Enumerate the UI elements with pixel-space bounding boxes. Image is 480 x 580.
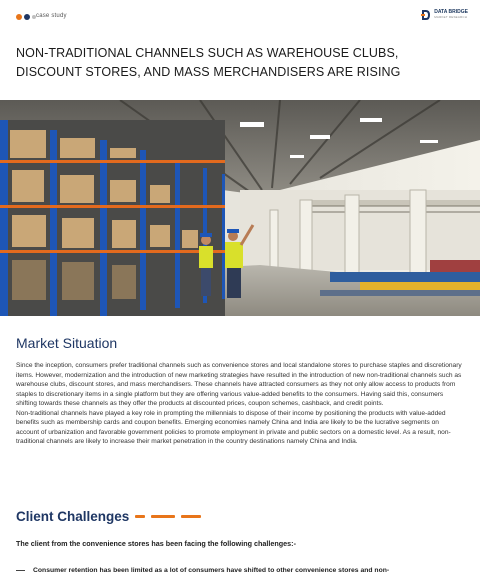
company-logo (421, 9, 468, 21)
accent-dash (151, 515, 175, 518)
client-challenges-header (16, 509, 201, 524)
challenges-list (16, 566, 462, 576)
client-challenges-title: Client Challenges (16, 509, 130, 524)
logo-name: DATA BRIDGE (434, 8, 468, 15)
market-situation-paragraph: Since the inception, consumers prefer traditional channels such as convenience stores and local standalone stores to purchase staples and discretionary items. However, modernization and the introduction of new marketing strategies have resulted in the introduction of new non-traditional channels such as warehouse clubs, discount stores, and mass merchandisers. These channels have attracted consumers as they not only allow access to products from staples to discretionary items in a single platform but they are offering various value-added benefits to the consumers. Having said this, consumers shifting towards these channels as they offer the products at discounted prices, coupon schemes, cashback, and credit points. (16, 362, 462, 407)
logo-mark-icon (421, 9, 431, 21)
accent-dash (181, 515, 201, 518)
case-study-tag: case study (36, 13, 67, 19)
logo-subtitle: MARKET RESEARCH (434, 15, 468, 19)
top-bar (0, 0, 480, 36)
page-headline: NON-TRADITIONAL CHANNELS SUCH AS WAREHOUSE CLUBS, DISCOUNT STORES, AND MASS MERCHANDISERS ARE RISING (16, 46, 401, 79)
client-challenges-intro: The client from the convenience stores has been facing the following challenges:- (16, 539, 296, 548)
market-situation-body (16, 361, 462, 447)
hero-image (0, 100, 480, 316)
bullet-dash-icon (16, 570, 25, 571)
warehouse-illustration (0, 100, 480, 316)
list-item-text: Consumer retention has been limited as a lot of consumers have shifted to other convenience stores and non- (33, 567, 390, 574)
market-situation-paragraph: Non-traditional channels have played a key role in prompting the millennials to dispose of their income by positioning the products with value-added benefits such as membership cards and coupon benefits. Emerging economies namely China and India are likely to be the lucrative segments on account of urbanization and favorable government policies to promote employment in private and public sectors on a domestic level. As a result, non-traditional channels are likely to increase their market penetration in the country destinations namely China and India. (16, 409, 451, 445)
accent-dash (135, 515, 145, 518)
brand-dots (16, 14, 36, 20)
market-situation-title: Market Situation (16, 335, 118, 351)
dot-navy (24, 14, 30, 20)
list-item (16, 566, 462, 576)
dot-orange (16, 14, 22, 20)
